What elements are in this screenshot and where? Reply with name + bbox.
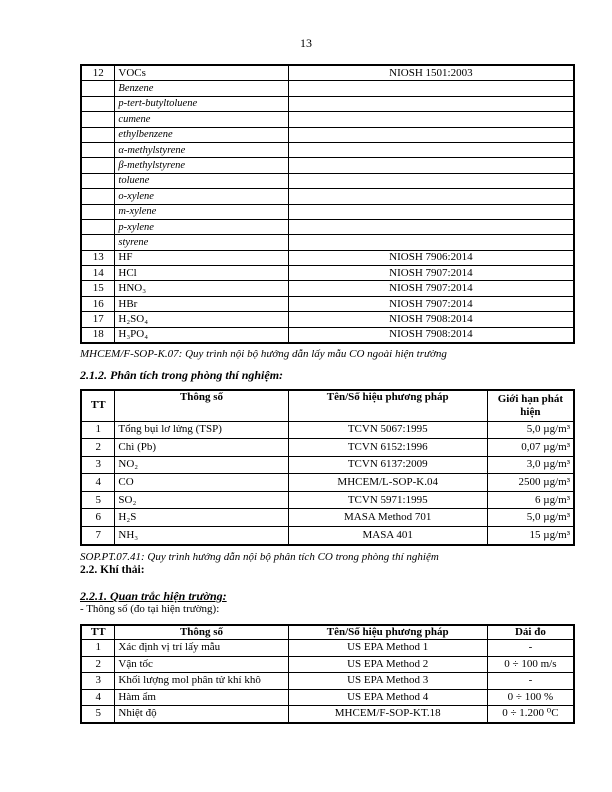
detection-limit-cell: 2500 µg/m³ [487, 474, 574, 492]
table-row [81, 219, 574, 234]
parameter-cell: p-xylene [115, 219, 288, 234]
row-number [81, 127, 115, 142]
heading-lab-analysis: 2.1.2. Phân tích trong phòng thí nghiệm: [80, 368, 284, 382]
row-number [81, 81, 115, 96]
parameter-cell: p-tert-butyltoluene [115, 96, 288, 111]
table-row [81, 439, 574, 457]
heading-exhaust-gas: 2.2. Khí thải: [80, 564, 145, 576]
method-cell: NIOSH 7907:2014 [288, 281, 574, 296]
table-row [81, 96, 574, 111]
parameter-cell: m-xylene [115, 204, 288, 219]
method-cell [288, 204, 574, 219]
method-cell: US EPA Method 1 [288, 640, 487, 657]
parameter-cell: Xác định vị trí lấy mẫu [115, 640, 288, 657]
row-number: 18 [81, 327, 115, 343]
method-cell: NIOSH 7907:2014 [288, 296, 574, 311]
row-number: 7 [81, 527, 115, 545]
field-params-note: - Thông số (đo tại hiện trường): [80, 603, 220, 615]
col-header-method: Tên/Số hiệu phương pháp [288, 625, 487, 640]
table-row [81, 456, 574, 474]
method-cell: TCVN 5067:1995 [288, 421, 487, 439]
table-row [81, 673, 574, 690]
table-row [81, 189, 574, 204]
method-cell [288, 112, 574, 127]
parameter-cell: Vận tốc [115, 656, 288, 673]
parameter-cell: NH₃ [115, 527, 288, 545]
heading-field-monitoring-text: 2.2.1. Quan trắc hiện trường: [80, 589, 227, 603]
table-row [81, 640, 574, 657]
row-number [81, 173, 115, 188]
row-number: 5 [81, 491, 115, 509]
method-cell: MHCEM/F-SOP-KT.18 [288, 706, 487, 723]
parameter-cell: Tổng bụi lơ lửng (TSP) [115, 421, 288, 439]
parameter-cell: Khối lượng mol phân tử khí khô [115, 673, 288, 690]
detection-limit-cell: 0,07 µg/m³ [487, 439, 574, 457]
lab-analysis-table [80, 389, 575, 546]
detection-limit-cell: 5,0 µg/m³ [487, 421, 574, 439]
table-row [81, 204, 574, 219]
row-number: 12 [81, 65, 115, 81]
table-row [81, 235, 574, 250]
method-cell: TCVN 6137:2009 [288, 456, 487, 474]
table-row [81, 491, 574, 509]
table-row [81, 656, 574, 673]
row-number [81, 204, 115, 219]
table-row [81, 65, 574, 81]
method-cell [288, 142, 574, 157]
detection-limit-cell: 5,0 µg/m³ [487, 509, 574, 527]
method-cell: MASA Method 701 [288, 509, 487, 527]
col-header-tt: TT [81, 390, 115, 421]
parameter-cell: o-xylene [115, 189, 288, 204]
parameter-cell: HF [115, 250, 288, 265]
parameter-cell: H₂S [115, 509, 288, 527]
method-cell [288, 96, 574, 111]
method-cell: NIOSH 7907:2014 [288, 266, 574, 281]
row-number: 5 [81, 706, 115, 723]
method-cell [288, 158, 574, 173]
row-number [81, 96, 115, 111]
method-cell [288, 189, 574, 204]
sampling-methods-table [80, 64, 575, 344]
table-row [81, 81, 574, 96]
table-row [81, 281, 574, 296]
col-header-parameter: Thông số [115, 625, 288, 640]
parameter-cell: H₃PO₄ [115, 327, 288, 343]
table-row [81, 689, 574, 706]
parameter-cell: HBr [115, 296, 288, 311]
caption-lab-procedure: SOP.PT.07.41: Quy trình hướng dẫn nội bộ phân tích CO trong phòng thí nghiệm [80, 551, 439, 563]
row-number: 3 [81, 456, 115, 474]
range-cell: 0 ÷ 1.200 ⁰C [487, 706, 574, 723]
parameter-cell: HNO₃ [115, 281, 288, 296]
method-cell: TCVN 6152:1996 [288, 439, 487, 457]
table-row [81, 327, 574, 343]
parameter-cell: β-methylstyrene [115, 158, 288, 173]
range-cell: 0 ÷ 100 % [487, 689, 574, 706]
row-number [81, 235, 115, 250]
detection-limit-cell: 3,0 µg/m³ [487, 456, 574, 474]
col-header-range: Dải đo [487, 625, 574, 640]
method-cell: NIOSH 7908:2014 [288, 327, 574, 343]
row-number: 2 [81, 439, 115, 457]
heading-field-monitoring [80, 589, 580, 604]
col-header-tt: TT [81, 625, 115, 640]
method-cell: NIOSH 1501:2003 [288, 65, 574, 81]
row-number: 2 [81, 656, 115, 673]
row-number [81, 158, 115, 173]
row-number: 15 [81, 281, 115, 296]
caption-sampling-procedure: MHCEM/F-SOP-K.07: Quy trình nội bộ hướng dẫn lấy mẫu CO ngoài hiện trường [80, 348, 447, 360]
table-row [81, 421, 574, 439]
method-cell: US EPA Method 3 [288, 673, 487, 690]
method-cell [288, 219, 574, 234]
row-number: 16 [81, 296, 115, 311]
table-row [81, 509, 574, 527]
row-number: 13 [81, 250, 115, 265]
method-cell: NIOSH 7906:2014 [288, 250, 574, 265]
row-number: 4 [81, 689, 115, 706]
table-row [81, 158, 574, 173]
table-row [81, 296, 574, 311]
method-cell: US EPA Method 2 [288, 656, 487, 673]
col-header-detection-limit: Giới hạn phát hiện [487, 390, 574, 421]
row-number: 3 [81, 673, 115, 690]
field-measurement-table [80, 624, 575, 724]
parameter-cell: CO [115, 474, 288, 492]
method-cell: US EPA Method 4 [288, 689, 487, 706]
row-number [81, 219, 115, 234]
parameter-cell: H₂SO₄ [115, 312, 288, 327]
page-number: 13 [300, 36, 312, 50]
table-row [81, 173, 574, 188]
row-number: 6 [81, 509, 115, 527]
parameter-cell: VOCs [115, 65, 288, 81]
table-row [81, 706, 574, 723]
parameter-cell: Hàm ẩm [115, 689, 288, 706]
parameter-cell: α-methylstyrene [115, 142, 288, 157]
parameter-cell: SO₂ [115, 491, 288, 509]
detection-limit-cell: 15 µg/m³ [487, 527, 574, 545]
method-cell [288, 173, 574, 188]
row-number [81, 142, 115, 157]
method-cell [288, 235, 574, 250]
table-row [81, 112, 574, 127]
row-number: 1 [81, 421, 115, 439]
parameter-cell: ethylbenzene [115, 127, 288, 142]
row-number: 1 [81, 640, 115, 657]
table-row [81, 527, 574, 545]
method-cell [288, 127, 574, 142]
range-cell: - [487, 640, 574, 657]
method-cell [288, 81, 574, 96]
row-number: 14 [81, 266, 115, 281]
table-row [81, 127, 574, 142]
row-number [81, 189, 115, 204]
col-header-parameter: Thông số [115, 390, 288, 421]
col-header-method: Tên/Số hiệu phương pháp [288, 390, 487, 421]
parameter-cell: NO₂ [115, 456, 288, 474]
range-cell: - [487, 673, 574, 690]
row-number: 4 [81, 474, 115, 492]
table-row [81, 266, 574, 281]
row-number: 17 [81, 312, 115, 327]
method-cell: NIOSH 7908:2014 [288, 312, 574, 327]
table-row [81, 474, 574, 492]
table-row [81, 250, 574, 265]
parameter-cell: toluene [115, 173, 288, 188]
parameter-cell: Chì (Pb) [115, 439, 288, 457]
table-row [81, 312, 574, 327]
method-cell: MASA 401 [288, 527, 487, 545]
range-cell: 0 ÷ 100 m/s [487, 656, 574, 673]
parameter-cell: Benzene [115, 81, 288, 96]
method-cell: MHCEM/L-SOP-K.04 [288, 474, 487, 492]
parameter-cell: Nhiệt độ [115, 706, 288, 723]
parameter-cell: cumene [115, 112, 288, 127]
table-row [81, 142, 574, 157]
parameter-cell: styrene [115, 235, 288, 250]
row-number [81, 112, 115, 127]
parameter-cell: HCl [115, 266, 288, 281]
detection-limit-cell: 6 µg/m³ [487, 491, 574, 509]
method-cell: TCVN 5971:1995 [288, 491, 487, 509]
